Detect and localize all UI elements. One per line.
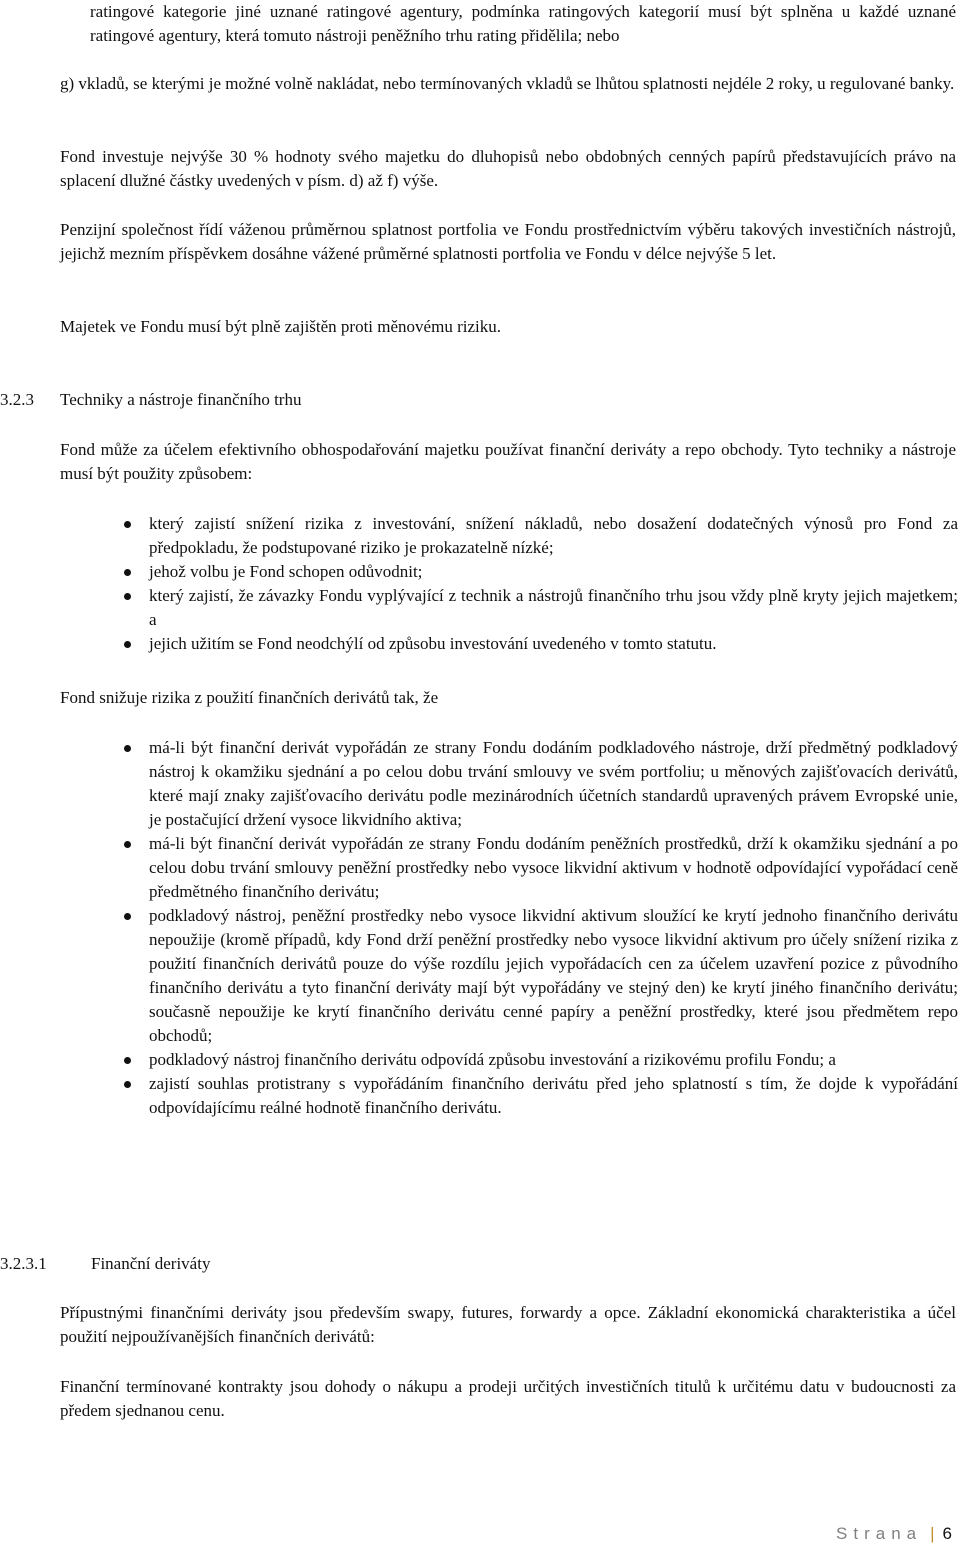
list-item: má-li být finanční derivát vypořádán ze strany Fondu dodáním podkladového nástroje, drží předmětný podkladový nástroj k okamžiku sjednání a po celou dobu trvání smlouvy ve svém portfoliu; u měnových zajišťovacích derivátů, které mají znaky zajišťovacího derivátu podle mezinárodních účetních standardů upravených právem Evropské unie, je postačující držení vysoce likvidního aktiva;: [122, 736, 958, 832]
derivatives-paragraph: Přípustnými finančními deriváty jsou především swapy, futures, forwardy a opce. Základní ekonomická charakteristika a účel použití nejpoužívanějších finančních derivátů:: [60, 1303, 956, 1346]
footer-strana-label: Strana: [836, 1524, 923, 1543]
paragraph-bond-limit: Fond investuje nejvýše 30 % hodnoty svého majetku do dluhopisů nebo obdobných cenných papírů představujících právo na splacení dlužné částky uvedených v písm. d) až f) výše.: [60, 147, 956, 190]
list-item: který zajistí, že závazky Fondu vyplývající z technik a nástrojů finančního trhu jsou vždy plně kryty jejich majetkem; a: [122, 584, 958, 632]
page-number: 6: [942, 1524, 952, 1543]
bullet-icon: [124, 913, 131, 920]
list-item: podkladový nástroj, peněžní prostředky nebo vysoce likvidní aktivum sloužící ke krytí jednoho finančního derivátu nepoužije (kromě případů, kdy Fond drží peněžní prostředky nebo vysoce likvidní aktivum pro účely snížení rizika z použití finančních derivátů pouze do výše rozdílu jejich vypořádacích cen za účelem uzavření pozice z původního finančního derivátu a tyto finanční deriváty mají být vypořádány ve stejný den) ke krytí jiného finančního derivátu; současně nepoužije ke krytí finančního derivátu cenné papíry a peněžní prostředky, které jsou předmětem repo obchodů;: [122, 904, 958, 1048]
page-footer: [836, 1522, 952, 1546]
list-item: který zajistí snížení rizika z investování, snížení nákladů, nebo dosažení dodatečných výnosů pro Fond za předpokladu, že podstupované riziko je prokazatelně nízké;: [122, 512, 958, 560]
risk-list: [122, 736, 958, 1120]
bullet-icon: [124, 1081, 131, 1088]
bullet-icon: [124, 1057, 131, 1064]
item-g-text: g) vkladů, se kterými je možné volně nakládat, nebo termínovaných vkladů se lhůtou splatnosti nejdéle 2 roky, u regulované banky.: [60, 74, 955, 93]
list-item: má-li být finanční derivát vypořádán ze strany Fondu dodáním peněžních prostředků, drží k okamžiku sjednání a po celou dobu trvání smlouvy peněžní prostředky nebo vysoce likvidní aktivum v hodnotě odpovídající vypořádací ceně předmětného finančního derivátu;: [122, 832, 958, 904]
section-title: Finanční deriváty: [91, 1254, 211, 1273]
footer-separator: |: [930, 1524, 935, 1543]
top-fragment-text: ratingové kategorie jiné uznané ratingové agentury, podmínka ratingových kategorií musí být splněna u každé uznané ratingové agentury, která tomuto nástroji peněžního trhu rating přidělila; nebo: [90, 2, 956, 45]
risk-intro: Fond snižuje rizika z použití finančních derivátů tak, že: [60, 688, 439, 707]
list-item: podkladový nástroj finančního derivátu odpovídá způsobu investování a rizikovému profilu Fondu; a: [122, 1048, 958, 1072]
section-323-intro: Fond může za účelem efektivního obhospodařování majetku používat finanční deriváty a repo obchody. Tyto techniky a nástroje musí být použity způsobem:: [60, 440, 956, 483]
list-item: jejich užitím se Fond neodchýlí od způsobu investování uvedeného v tomto statutu.: [122, 632, 958, 656]
bullet-icon: [124, 841, 131, 848]
bullet-icon: [124, 745, 131, 752]
bullet-icon: [124, 521, 131, 528]
section-number: 3.2.3: [0, 390, 34, 409]
section-number: 3.2.3.1: [0, 1254, 47, 1273]
futures-paragraph: Finanční termínované kontrakty jsou dohody o nákupu a prodeji určitých investičních titulů k určitému datu v budoucnosti za předem sjednanou cenu.: [60, 1377, 956, 1420]
paragraph-currency-risk: Majetek ve Fondu musí být plně zajištěn proti měnovému riziku.: [60, 317, 501, 336]
bullet-icon: [124, 569, 131, 576]
paragraph-maturity: Penzijní společnost řídí váženou průměrnou splatnost portfolia ve Fondu prostřednictvím výběru takových investičních nástrojů, jejichž mezním příspěvkem dosáhne vážené průměrné splatnosti portfolia ve Fondu v délce nejvýše 5 let.: [60, 220, 956, 263]
techniques-list: [122, 512, 958, 656]
list-item: zajistí souhlas protistrany s vypořádáním finančního derivátu před jeho splatností s tím, že dojde k vypořádání odpovídajícímu reálné hodnotě finančního derivátu.: [122, 1072, 958, 1120]
bullet-icon: [124, 641, 131, 648]
list-item: jehož volbu je Fond schopen odůvodnit;: [122, 560, 958, 584]
section-title: Techniky a nástroje finančního trhu: [60, 390, 302, 409]
bullet-icon: [124, 593, 131, 600]
